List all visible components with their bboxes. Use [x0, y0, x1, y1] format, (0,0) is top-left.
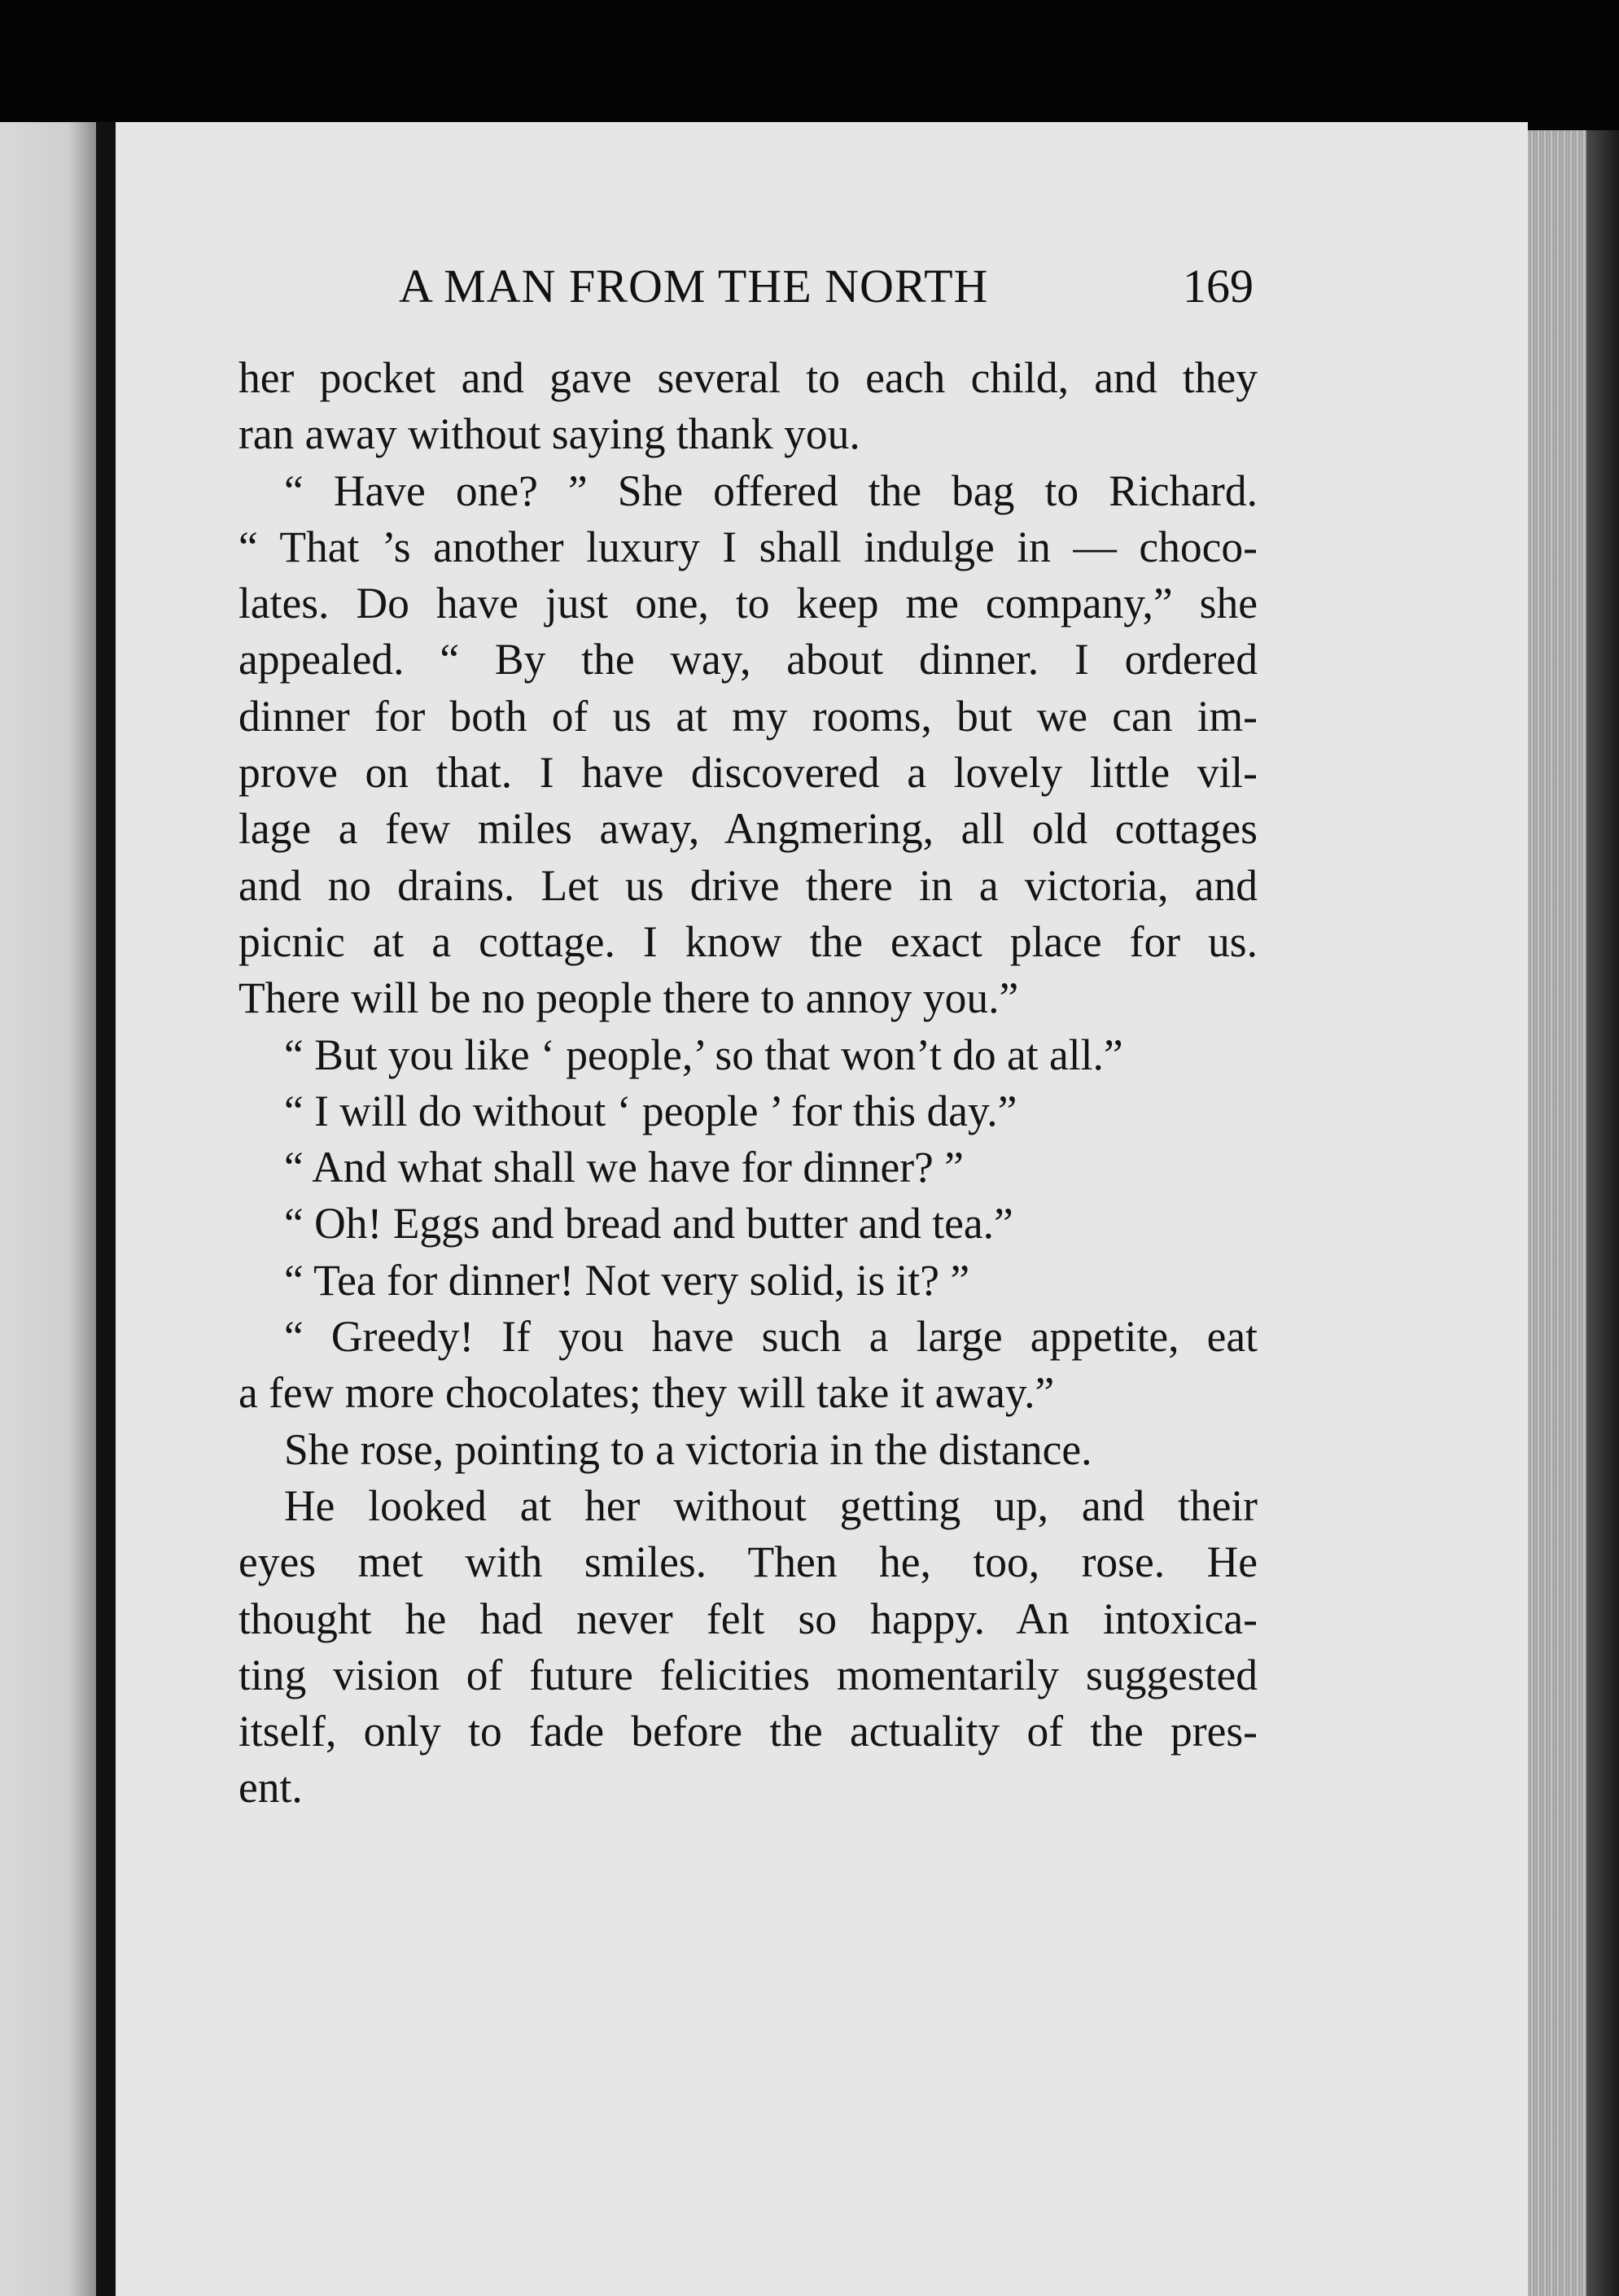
text-line: “ But you like ‘ people,’ so that won’t do at all.” — [284, 1030, 1123, 1079]
book-gutter — [96, 122, 116, 2296]
text-line: “ Have one? ” She offered the bag to Richard. — [284, 466, 1258, 515]
text-line: “ Greedy! If you have such a large appetite, eat — [284, 1312, 1258, 1362]
text-line: “ Oh! Eggs and bread and butter and tea.” — [284, 1199, 1013, 1249]
page-block-edge — [1528, 130, 1586, 2296]
text-line: “ And what shall we have for dinner? ” — [284, 1143, 964, 1192]
page-number: 169 — [1183, 260, 1254, 313]
text-line: a few more chocolates; they will take it away.” — [238, 1368, 1055, 1418]
text-line: ran away without saying thank you. — [238, 409, 860, 459]
text-line: thought he had never felt so happy. An intoxica- — [238, 1594, 1258, 1643]
text-line: He looked at her without getting up, and their — [284, 1480, 1258, 1530]
text-line: ent. — [238, 1763, 303, 1813]
text-line: There will be no people there to annoy you.” — [238, 973, 1019, 1023]
text-line: dinner for both of us at my rooms, but we can im- — [238, 691, 1258, 741]
text-line: “ I will do without ‘ people ’ for this day.” — [284, 1086, 1017, 1135]
body-text — [238, 350, 1258, 1817]
text-line: eyes met with smiles. Then he, too, rose. He — [238, 1537, 1258, 1587]
text-line: prove on that. I have discovered a lovely little vil- — [238, 748, 1258, 798]
running-title: A MAN FROM THE NORTH — [399, 260, 989, 313]
text-line: “ Tea for dinner! Not very solid, is it? ” — [284, 1255, 970, 1305]
text-line: She rose, pointing to a victoria in the distance. — [284, 1424, 1092, 1474]
text-line: her pocket and gave several to each child, and they — [238, 353, 1258, 402]
left-page-edge — [0, 122, 98, 2296]
book-cover-edge — [1586, 130, 1619, 2296]
text-line: lates. Do have just one, to keep me company,” she — [238, 579, 1258, 628]
text-line: lage a few miles away, Angmering, all old cottages — [238, 804, 1258, 854]
text-line: and no drains. Let us drive there in a victoria, and — [238, 860, 1258, 910]
text-line: picnic at a cottage. I know the exact place for us. — [238, 916, 1258, 966]
running-head — [236, 259, 1254, 324]
text-line: ting vision of future felicities momentarily suggested — [238, 1650, 1258, 1699]
text-line: itself, only to fade before the actuality of the pres- — [238, 1707, 1258, 1756]
text-line: “ That ’s another luxury I shall indulge in — choco- — [238, 522, 1258, 571]
text-line: appealed. “ By the way, about dinner. I ordered — [238, 635, 1258, 684]
